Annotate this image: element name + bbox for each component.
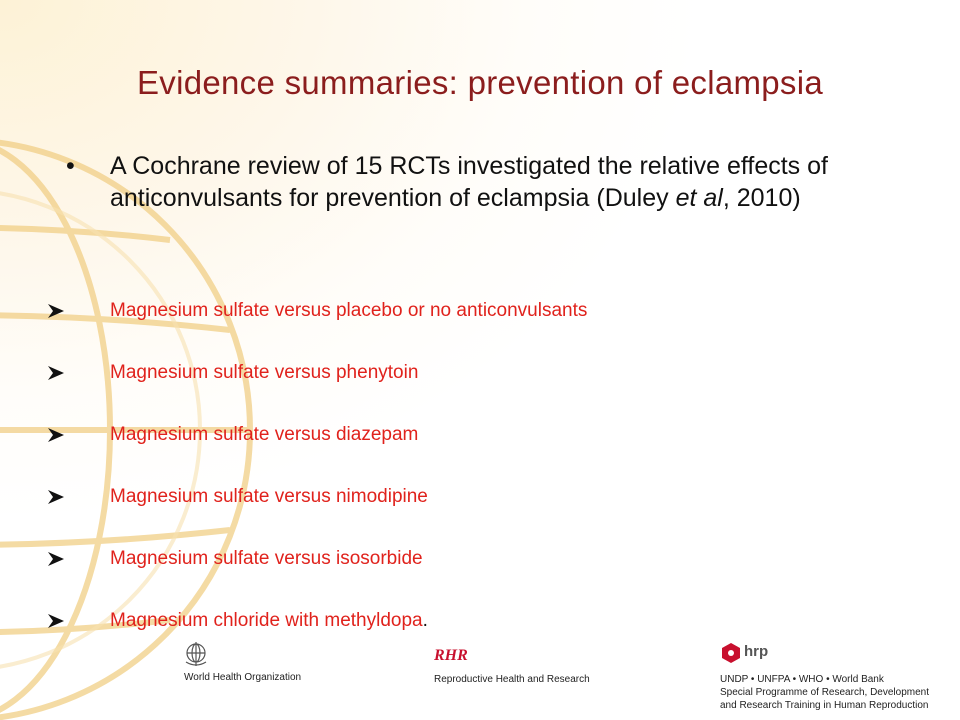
arrow-bullet-icon [48, 490, 64, 504]
list-item-label: Magnesium sulfate versus diazepam [110, 424, 419, 445]
arrow-bullet-icon [48, 366, 64, 380]
arrow-bullet-icon [48, 304, 64, 318]
hrp-logo-icon [720, 642, 742, 664]
hrp-line-3: and Research Training in Human Reproduction [720, 700, 929, 711]
hrp-line-1: UNDP • UNFPA • WHO • World Bank [720, 674, 884, 685]
hrp-logo [720, 640, 950, 718]
list-item-label: Magnesium chloride with methyldopa [110, 610, 423, 631]
hrp-line-2: Special Programme of Research, Development [720, 687, 929, 698]
list-item-trail: . [422, 610, 428, 631]
arrow-bullet-icon [48, 614, 64, 628]
main-bullet-text-end: , 2010) [722, 184, 801, 212]
list-item-label: Magnesium sulfate versus placebo or no anticonvulsants [110, 300, 588, 321]
main-bullet-text-start: A Cochrane review of 15 RCTs investigated the relative effects of anticonvulsants for prevention of eclampsia (Duley [110, 152, 828, 212]
main-bullet-text [110, 150, 900, 214]
svg-text:RHR: RHR [434, 647, 468, 664]
hrp-mark: hrp [744, 643, 769, 660]
rhr-logo-icon [434, 646, 474, 664]
who-emblem-icon [184, 640, 208, 668]
list-item-label: Magnesium sulfate versus phenytoin [110, 362, 419, 383]
arrow-bullet-icon [48, 552, 64, 566]
list-item-label: Magnesium sulfate versus nimodipine [110, 486, 428, 507]
bullet-dot: • [66, 152, 75, 180]
arrow-bullet-icon [48, 428, 64, 442]
main-bullet-text-italic: et al [675, 184, 723, 212]
list-item-label: Magnesium sulfate versus isosorbide [110, 548, 423, 569]
who-logo-text: World Health Organization [184, 672, 302, 683]
rhr-logo-text: Reproductive Health and Research [434, 674, 590, 685]
slide-title: Evidence summaries: prevention of eclampsia [136, 64, 824, 101]
